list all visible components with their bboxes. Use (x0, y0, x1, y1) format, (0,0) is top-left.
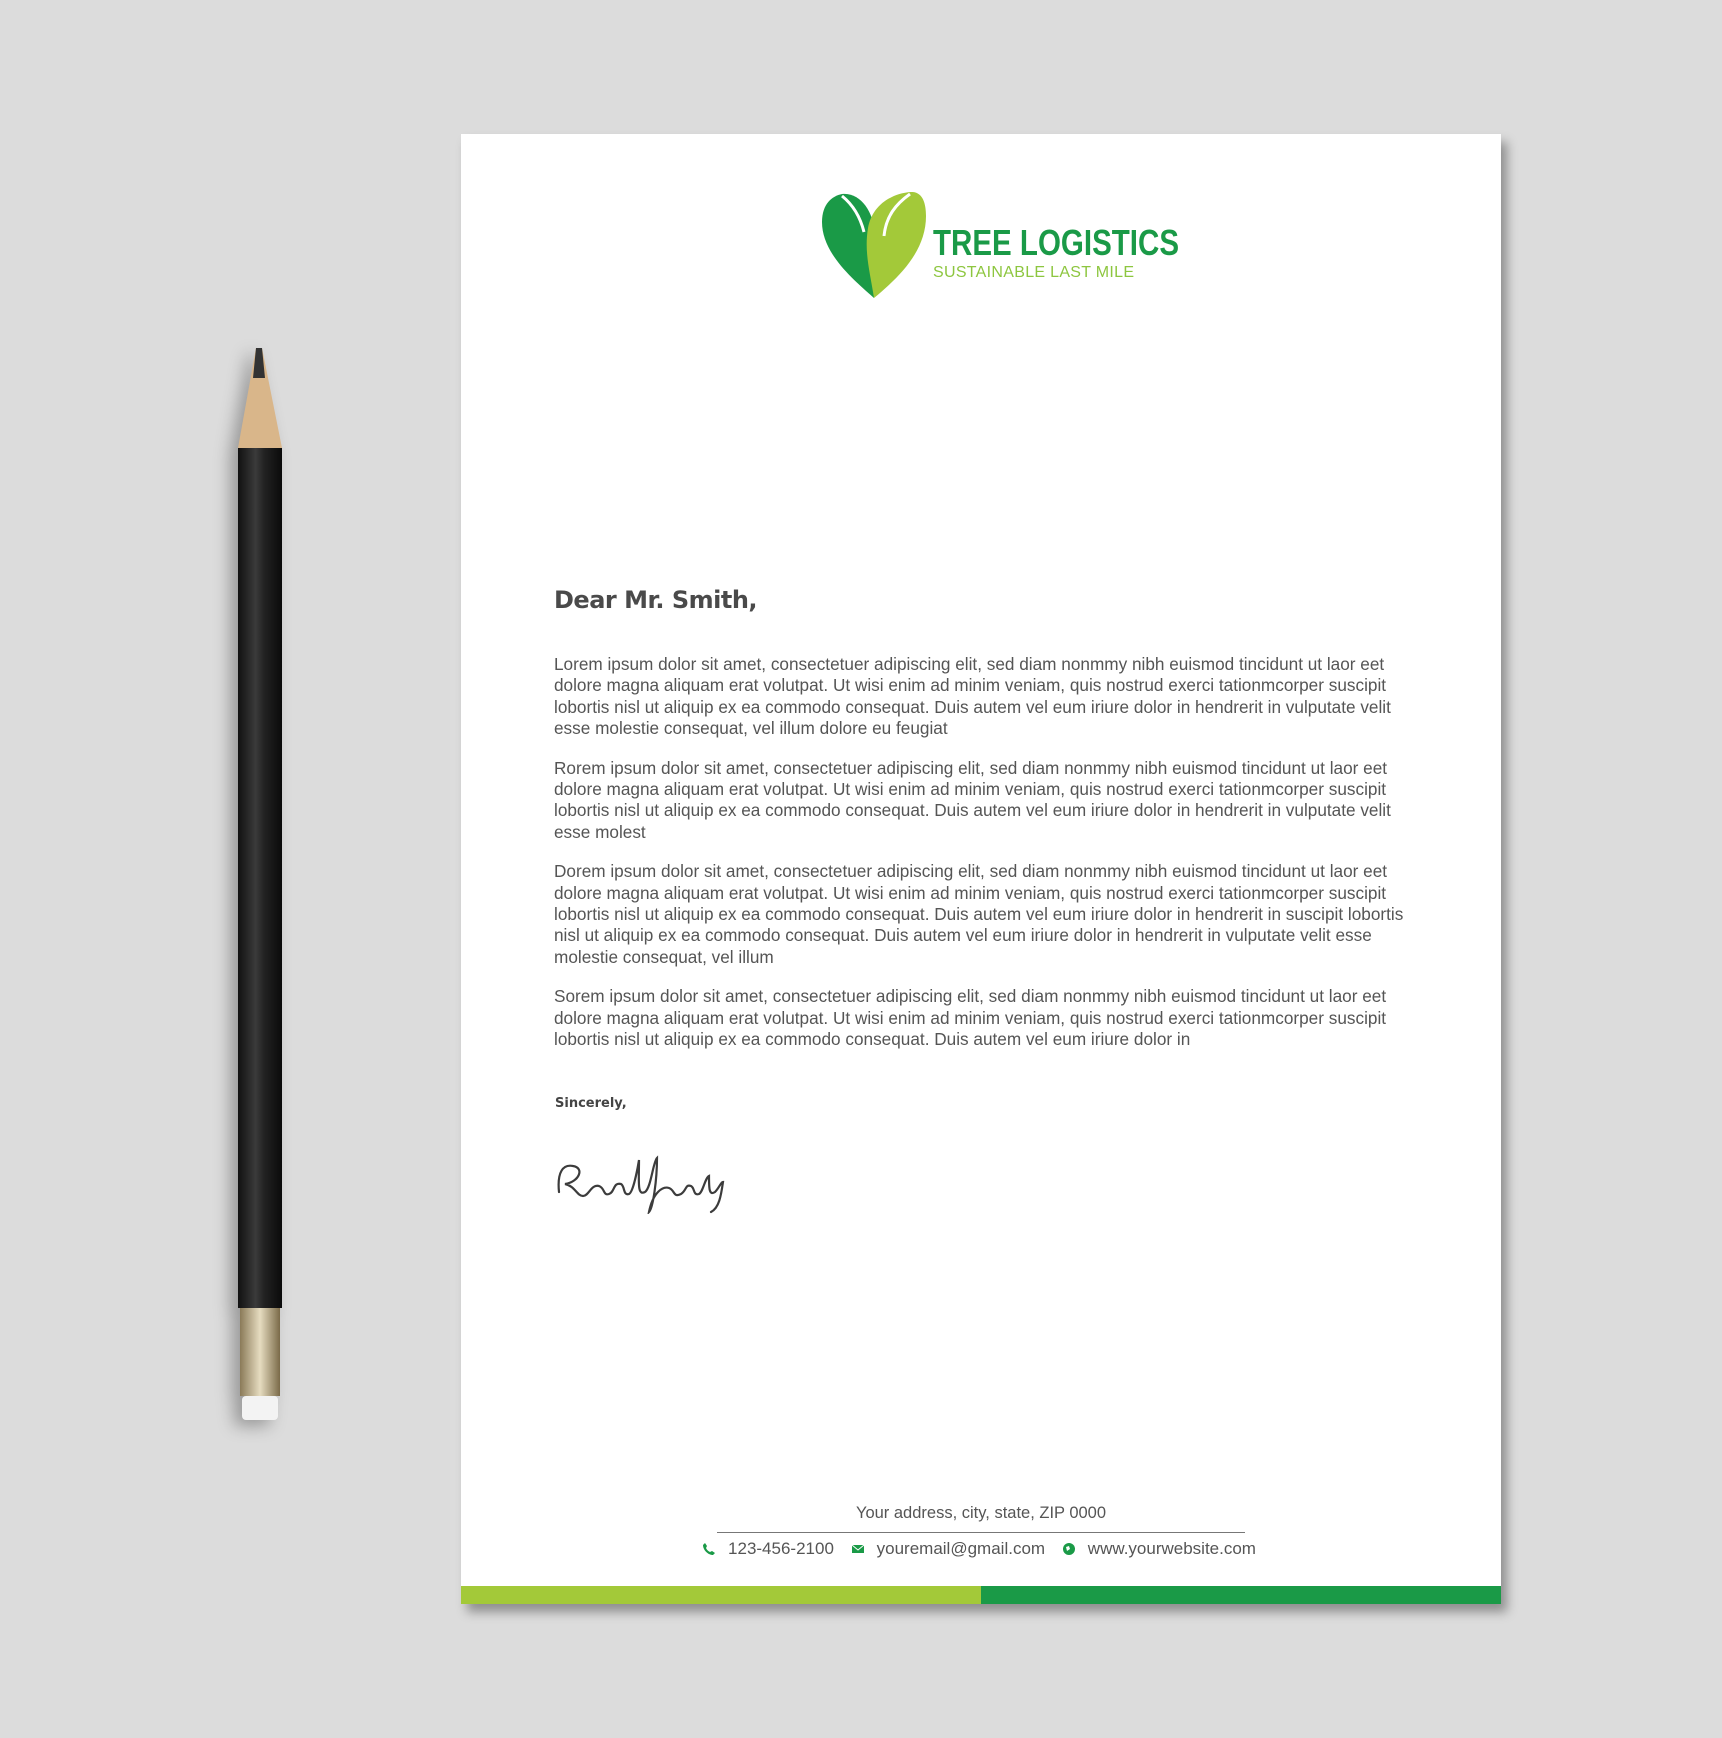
company-logo (820, 192, 1180, 302)
phone-icon (702, 1542, 716, 1556)
company-name: TREE LOGISTICS (933, 222, 1180, 263)
letter-paragraph: Rorem ipsum dolor sit amet, consectetuer adipiscing elit, sed diam nonmmy nibh euismod tincidunt ut laor eet dolore magna aliquam erat volutpat. Ut wisi enim ad minim veniam, quis nostrud exerci tationmcorper suscipit lobortis nisl ut aliquip ex ea commodo consequat. Duis autem vel eum iriure dolor in hendrerit in vulputate velit esse molest (554, 757, 1391, 842)
heart-leaf-logo-icon (820, 192, 928, 302)
footer-bar-light-green (461, 1586, 981, 1604)
letter-body (554, 654, 1414, 1069)
pencil-image (238, 348, 282, 1420)
footer-divider (717, 1532, 1245, 1533)
letter-closing: Sincerely, (555, 1096, 627, 1111)
footer-website[interactable]: www.yourwebsite.com (1087, 1539, 1256, 1558)
globe-icon (1062, 1542, 1076, 1556)
letter-paragraph: Dorem ipsum dolor sit amet, consectetuer adipiscing elit, sed diam nonmmy nibh euismod tincidunt ut laor eet dolore magna aliquam erat volutpat. Ut wisi enim ad minim veniam, quis nostrud exerci tationmcorper suscipit lobortis nisl ut aliquip ex ea commodo consequat. Duis autem vel eum iriure dolor in hendrerit in suscipit lobortis nisl ut aliquip ex ea commodo consequat. Duis autem vel eum iriure dolor in hendrerit in vulputate velit esse molestie consequat, vel illum (554, 861, 1404, 967)
footer-bar-dark-green (981, 1586, 1501, 1604)
company-tagline: SUSTAINABLE LAST MILE (933, 264, 1135, 281)
footer-email[interactable]: youremail@gmail.com (876, 1539, 1046, 1558)
footer-phone: 123-456-2100 (728, 1539, 834, 1558)
letter-paragraph: Sorem ipsum dolor sit amet, consectetuer adipiscing elit, sed diam nonmmy nibh euismod tincidunt ut laor eet dolore magna aliquam erat volutpat. Ut wisi enim ad minim veniam, quis nostrud exerci tationmcorper suscipit lobortis nisl ut aliquip ex ea commodo consequat. Duis autem vel eum iriure dolor in (554, 986, 1387, 1050)
footer-address: Your address, city, state, ZIP 0000 (855, 1504, 1107, 1522)
signature (553, 1152, 733, 1214)
letterhead-page (461, 134, 1501, 1604)
letter-paragraph: Lorem ipsum dolor sit amet, consectetuer adipiscing elit, sed diam nonmmy nibh euismod tincidunt ut laor eet dolore magna aliquam erat volutpat. Ut wisi enim ad minim veniam, quis nostrud exerci tationmcorper suscipit lobortis nisl ut aliquip ex ea commodo consequat. Duis autem vel eum iriure dolor in hendrerit in vulputate velit esse molestie consequat, vel illum dolore eu feugiat (554, 654, 1391, 739)
letter-greeting: Dear Mr. Smith, (554, 586, 758, 614)
footer-contact-row (461, 1539, 1501, 1559)
email-icon (851, 1542, 865, 1556)
